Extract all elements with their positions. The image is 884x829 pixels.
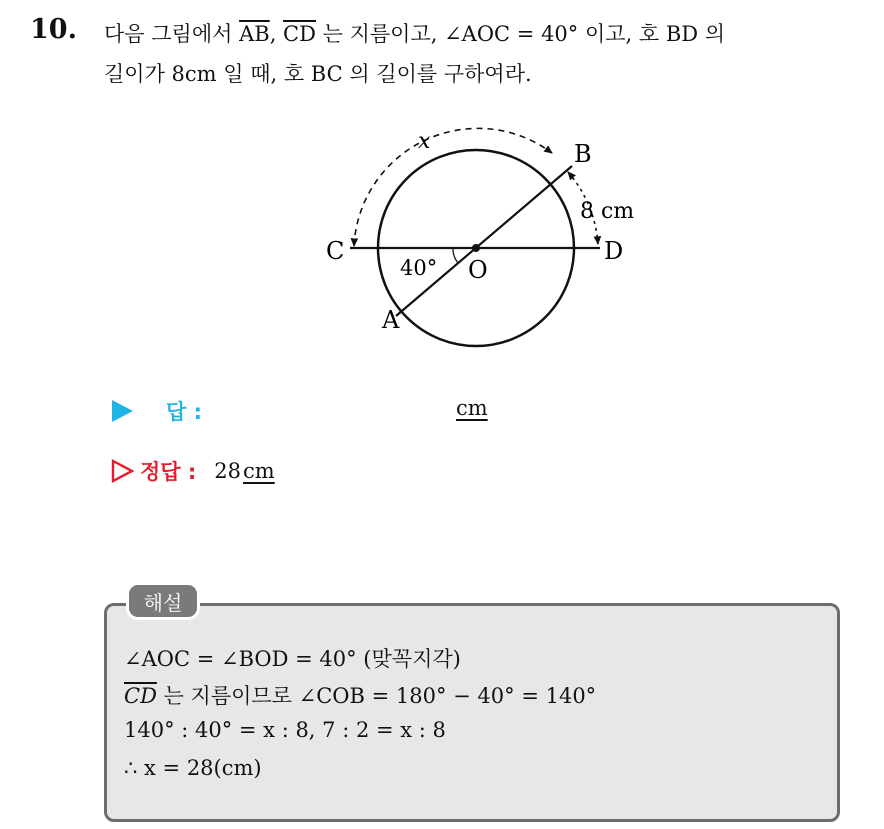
- point-label-d: D: [604, 237, 624, 265]
- solution-line-2: [124, 680, 596, 710]
- correct-answer-row: [110, 456, 275, 486]
- solution-line-3: 140° : 40° = x : 8, 7 : 2 = x : 8: [124, 718, 446, 742]
- segment-ab: $\overline{AB}$: [239, 22, 270, 46]
- point-label-c: C: [326, 237, 345, 265]
- arc-x-dashed: [354, 128, 552, 246]
- point-label-a: A: [382, 306, 400, 334]
- point-label-o: O: [468, 256, 488, 284]
- point-label-b: B: [574, 140, 592, 168]
- solution-line-1: ∠AOC = ∠BOD = 40° (맞꼭지각): [124, 647, 461, 671]
- question-text-line2: 길이가 8cm 일 때, 호 BC 의 길이를 구하여라.: [104, 62, 532, 86]
- arc-bd-label: 8 cm: [580, 199, 635, 224]
- correct-answer-unit: cm: [243, 459, 275, 483]
- correct-answer-value: 28: [214, 459, 242, 483]
- solution-line-2-text: 는 지름이므로 ∠COB = 180° − 40° = 140°: [156, 684, 597, 708]
- solution-segment-cd: $\overline{CD}$: [124, 684, 157, 708]
- angle-arc: [453, 248, 458, 263]
- answer-label: 답 :: [166, 400, 202, 424]
- question-text-part: 다음 그림에서: [104, 22, 240, 46]
- triangle-outline-icon: [110, 459, 134, 483]
- center-point: [472, 244, 480, 252]
- solution-box: [104, 603, 840, 822]
- question-number: 10.: [30, 14, 77, 45]
- correct-answer-label: 정답 :: [140, 460, 197, 484]
- circle-diagram: [300, 120, 660, 350]
- question-text-part: 는 지름이고, ∠AOC = 40° 이고, 호 BD 의: [315, 22, 726, 46]
- solution-line-4: ∴ x = 28(cm): [124, 756, 262, 780]
- answer-input[interactable]: cm: [456, 396, 488, 420]
- diameter-ab: [396, 166, 572, 316]
- play-icon: [110, 399, 134, 423]
- question-text-part: ,: [269, 22, 284, 46]
- angle-label: 40°: [400, 256, 438, 280]
- answer-row: [110, 396, 202, 426]
- question-text: [104, 14, 874, 94]
- segment-cd: $\overline{CD}$: [283, 22, 316, 46]
- arc-x-label: x: [418, 129, 431, 154]
- solution-tag: 해설: [126, 582, 200, 620]
